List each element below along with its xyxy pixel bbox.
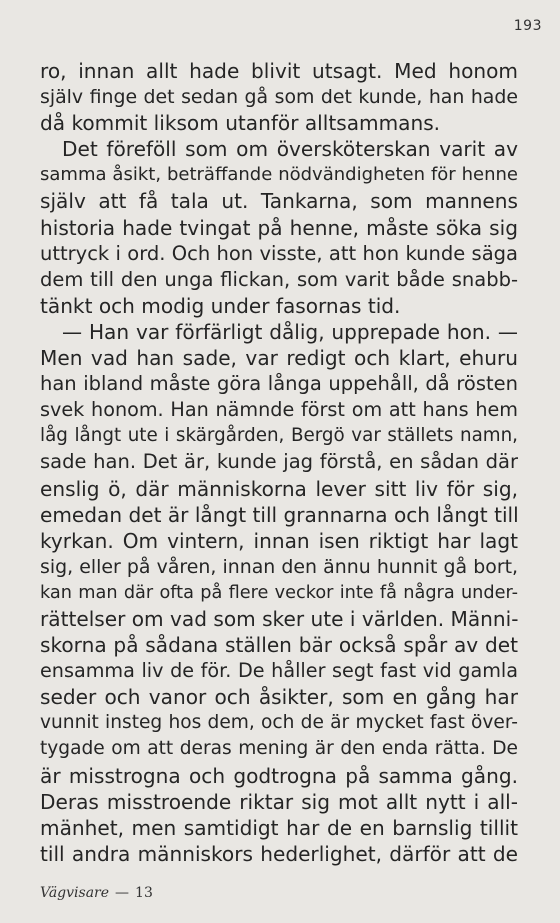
- text-line: till andra människors hederlighet, därför att de: [40, 841, 518, 866]
- text-line: sade han. Det är, kunde jag förstå, en sådan där: [40, 450, 518, 474]
- text-line: vunnit insteg hos dem, och de är mycket fast över-: [40, 712, 518, 734]
- text-line: mänhet, men samtidigt har de en barnslig tillit: [40, 815, 518, 840]
- text-line: kyrkan. Om vintern, innan isen riktigt har lagt: [40, 528, 518, 553]
- text-line: ensamma liv de för. De håller segt fast vid gamla: [40, 659, 518, 683]
- text-line: ro, innan allt hade blivit utsagt. Med honom: [40, 59, 518, 83]
- text-line: seder och vanor och åsikter, som en gång har: [40, 685, 518, 710]
- sheet-number: 13: [135, 885, 153, 901]
- text-line: själv att få tala ut. Tankarna, som mannens: [40, 189, 518, 214]
- text-line: rättelser om vad som sker ute i världen. Männi-: [40, 606, 519, 631]
- signature-title: Vägvisare: [40, 885, 110, 901]
- page-number: 193: [513, 18, 542, 34]
- text-line: samma åsikt, beträffande nödvändigheten för henne: [40, 164, 518, 186]
- text-line: historia hade tvingat på henne, måste söka sig: [40, 215, 518, 240]
- text-line: dem till den unga flickan, som varit både snabb-: [40, 267, 518, 291]
- text-line: uttryck i ord. Och hon visste, att hon kunde säga: [40, 241, 518, 265]
- text-line: sig, eller på våren, innan den ännu hunnit gå bort,: [40, 555, 518, 578]
- text-line: Deras misstroende riktar sig mot allt nytt i all-: [40, 789, 518, 814]
- text-line: låg långt ute i skärgården, Bergö var ställets namn,: [40, 425, 518, 447]
- text-line: svek honom. Han nämnde först om att hans hem: [40, 398, 518, 422]
- text-line: kan man där ofta på flere veckor inte få några under-: [40, 582, 518, 603]
- text-line: emedan det är långt till grannarna och långt till: [40, 502, 519, 527]
- text-line: själv finge det sedan gå som det kunde, han hade: [40, 86, 518, 109]
- signature-separator: —: [115, 885, 130, 901]
- text-line: skorna på sådana ställen bär också spår av det: [40, 633, 518, 658]
- text-line: Men vad han sade, var redigt och klart, ehuru: [40, 346, 518, 371]
- text-line: tygade om att deras mening är den enda rätta. De: [40, 738, 518, 760]
- text-line: då kommit liksom utanför alltsammans.: [40, 111, 441, 136]
- signature-footer: [40, 885, 153, 901]
- text-line: han ibland måste göra långa uppehåll, då rösten: [40, 372, 518, 396]
- text-line: — Han var förfärligt dålig, upprepade hon. —: [62, 319, 518, 344]
- text-line: tänkt och modig under fasornas tid.: [40, 293, 401, 318]
- text-line: enslig ö, där människorna lever sitt liv för sig,: [40, 476, 518, 501]
- text-line: Det föreföll som om översköterskan varit av: [62, 137, 518, 162]
- text-line: är misstrogna och godtrogna på samma gång.: [40, 763, 518, 788]
- body-text: [40, 58, 518, 867]
